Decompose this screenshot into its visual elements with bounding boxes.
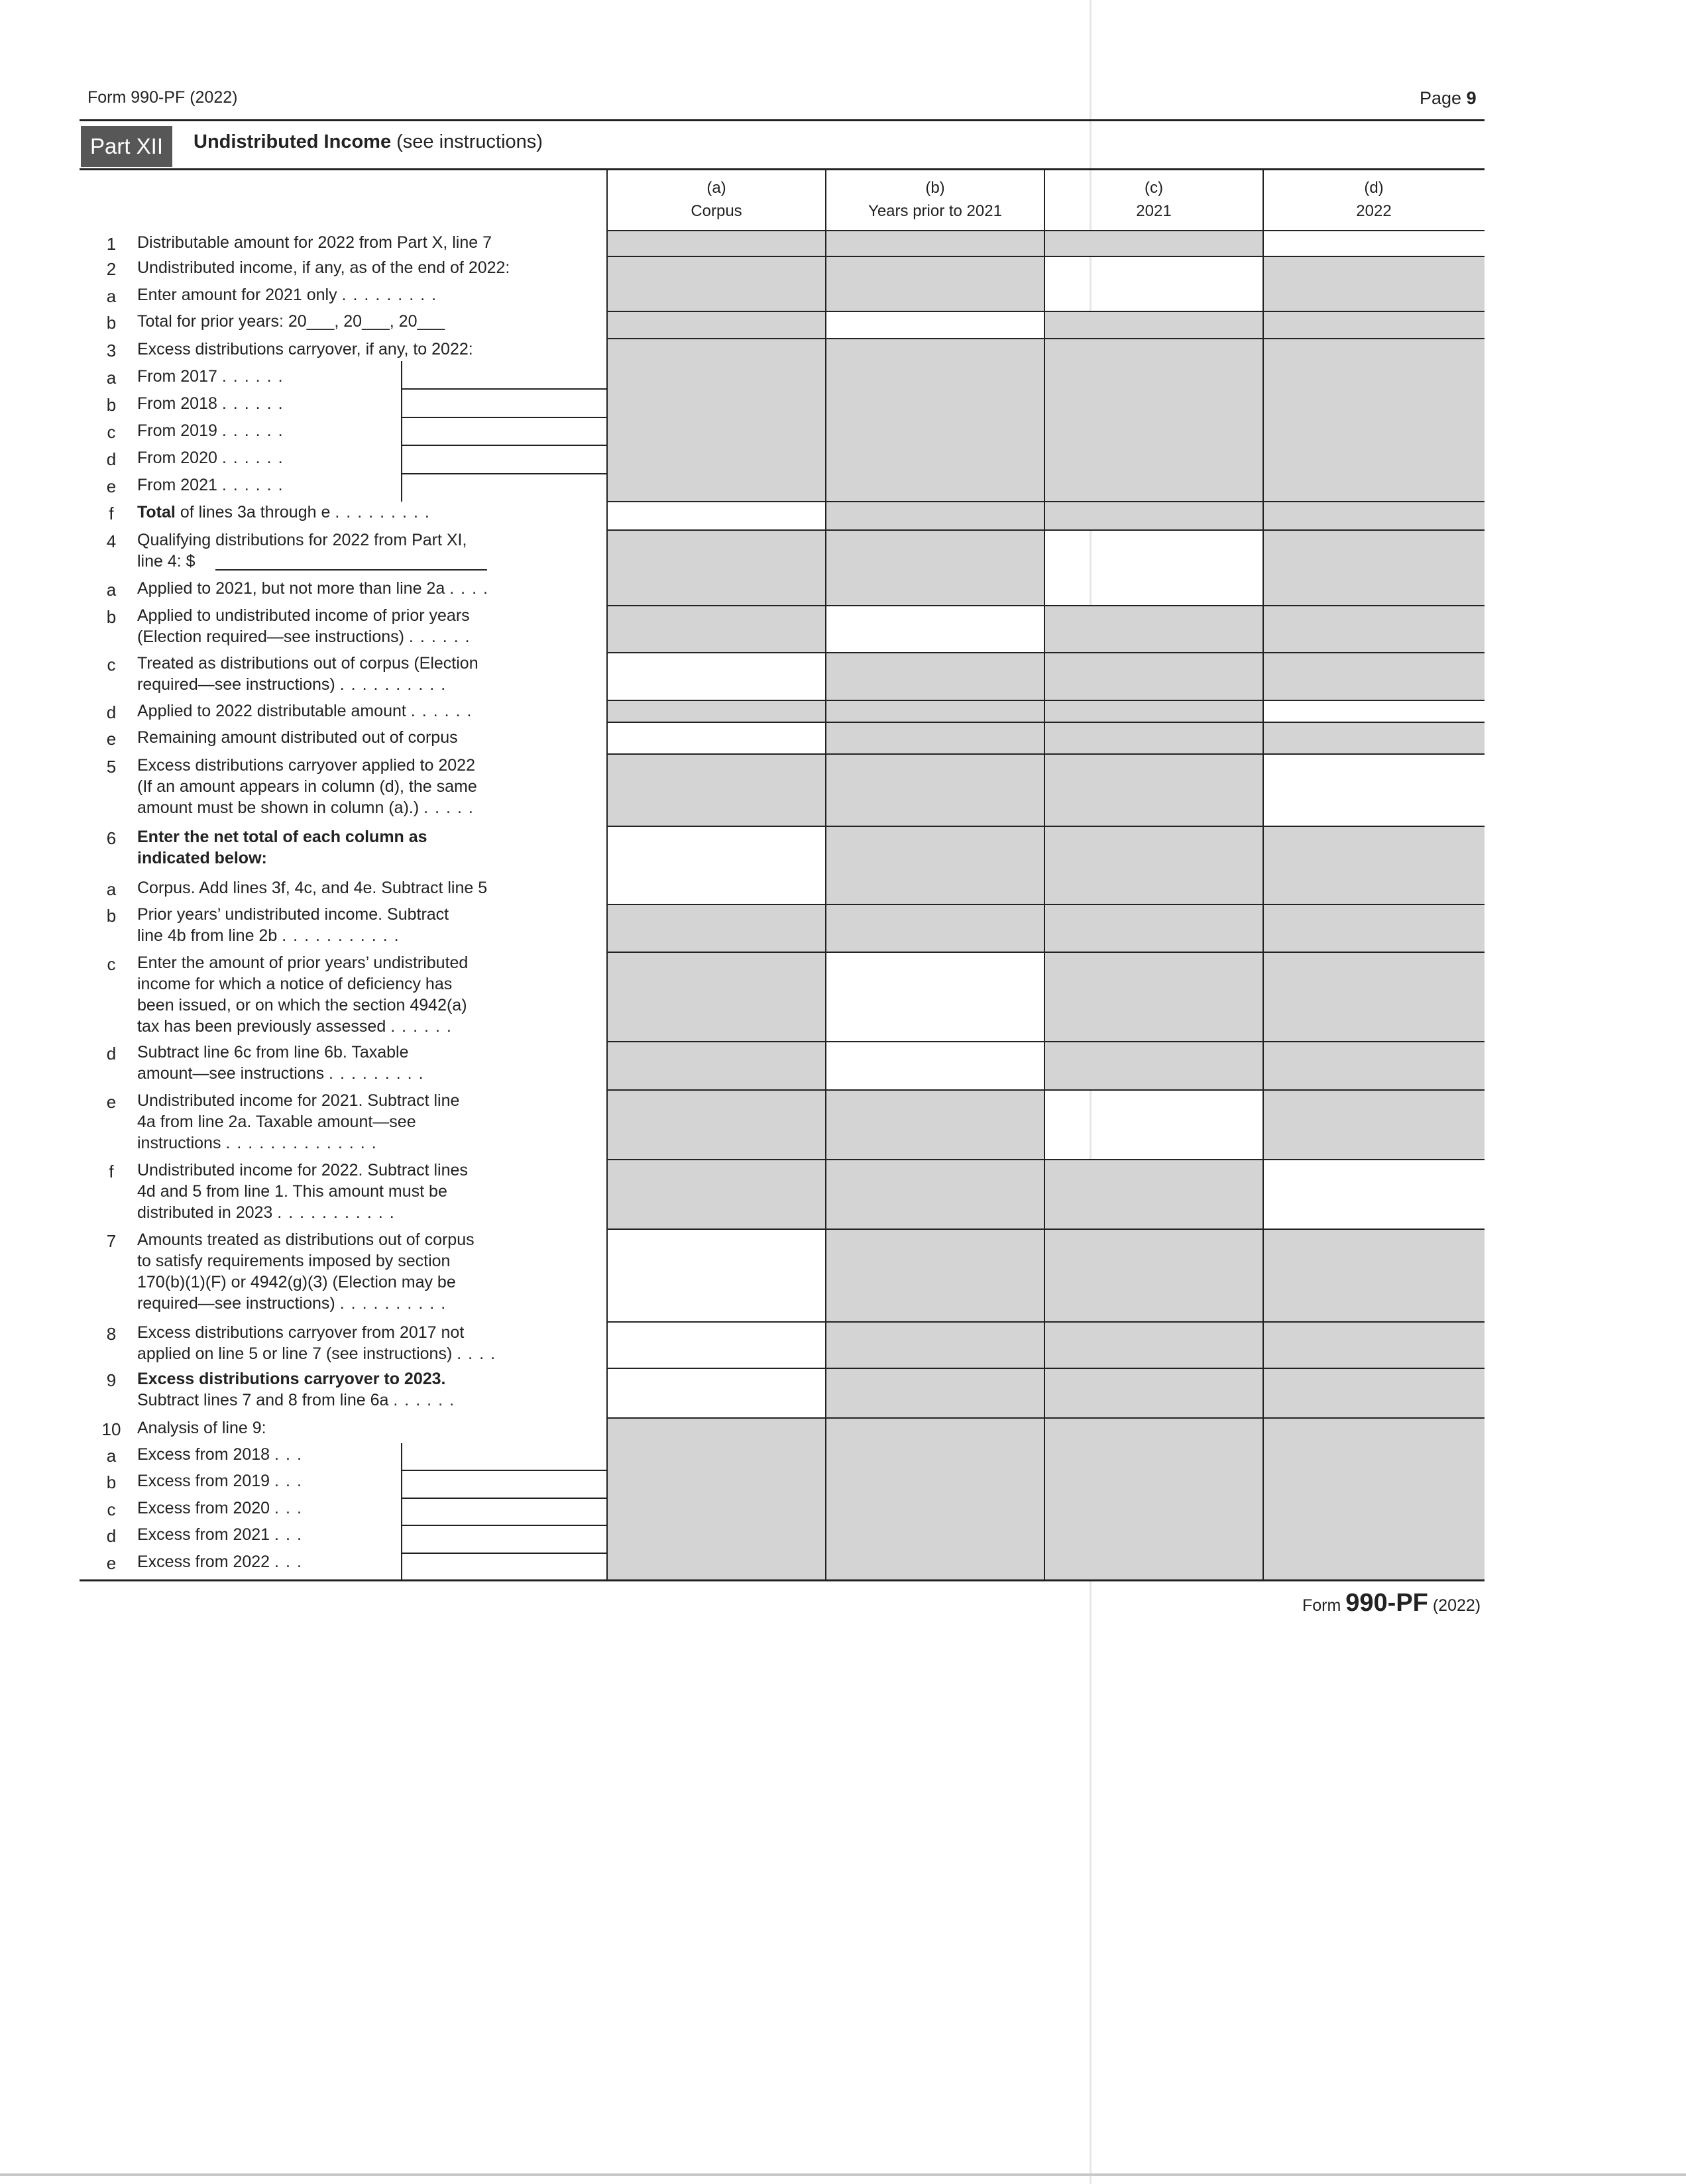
- leader-dots: ..........: [339, 675, 453, 694]
- line-3f-number: f: [109, 504, 114, 523]
- line-10b-number: b: [106, 1472, 117, 1492]
- line-10b-label: Excess from 2019 ...: [137, 1472, 308, 1490]
- line-3c-number: c: [107, 422, 116, 442]
- shaded-cell: [1044, 339, 1263, 502]
- form-footer: Form 990-PF (2022): [1302, 1589, 1481, 1617]
- line-3d-label: From 2020 ......: [137, 449, 290, 467]
- line-6f-label: Undistributed income for 2022. Subtract lines 4d and 5 from line 1. This amount must be distributed in 2023 ...........: [137, 1161, 468, 1222]
- leader-dots: ......: [221, 367, 290, 386]
- shaded-cell: [826, 754, 1044, 826]
- shaded-cell: [1044, 1042, 1263, 1090]
- line-6a-number: a: [106, 879, 117, 899]
- shaded-cell: [1044, 700, 1263, 722]
- shaded-cell: [607, 311, 826, 339]
- line-4e-label: Remaining amount distributed out of corpus: [137, 728, 458, 747]
- shaded-cell: [826, 722, 1044, 754]
- line-4c-number: c: [107, 655, 116, 675]
- line-10e-label: Excess from 2022 ...: [137, 1553, 308, 1571]
- line-3d-number: d: [106, 449, 117, 469]
- shaded-cell: [607, 1160, 826, 1229]
- leader-dots: ..........: [339, 1294, 453, 1313]
- shaded-cell: [1263, 530, 1485, 606]
- column-d-letter: (d): [1364, 179, 1384, 197]
- shaded-cell: [1263, 339, 1485, 502]
- line-4d-number: d: [106, 702, 117, 722]
- line-6c-label: Enter the amount of prior years’ undistributed income for which a notice of deficiency has been issued, or on which the section 4942(a) tax has been previously assessed ......: [137, 954, 469, 1036]
- line-4e-number: e: [106, 729, 117, 749]
- leader-dots: ..............: [225, 1134, 383, 1152]
- line-10d-number: d: [106, 1526, 117, 1546]
- line-3b-number: b: [106, 395, 117, 415]
- shaded-cell: [1263, 502, 1485, 530]
- leader-dots: ...: [274, 1445, 308, 1464]
- shaded-cell: [1263, 904, 1485, 952]
- line-9-label: Excess distributions carryover to 2023. Subtract lines 7 and 8 from line 6a ......: [137, 1370, 461, 1409]
- shaded-cell: [1263, 653, 1485, 700]
- line-3-number: 3: [106, 341, 117, 360]
- line-3f-label: Total of lines 3a through e .........: [137, 503, 436, 521]
- shaded-cell: [1263, 1229, 1485, 1322]
- shaded-cell: [1263, 1322, 1485, 1368]
- shaded-cell: [826, 1229, 1044, 1322]
- line-6f-number: f: [109, 1162, 114, 1181]
- line-6b-number: b: [106, 906, 117, 926]
- leader-dots: ......: [221, 394, 290, 413]
- shaded-cell: [1263, 1368, 1485, 1418]
- shaded-cell: [607, 700, 826, 722]
- line-6d-label: Subtract line 6c from line 6b. Taxable amount—see instructions .........: [137, 1043, 430, 1083]
- shaded-cell: [1263, 722, 1485, 754]
- part-title: Undistributed Income (see instructions): [194, 131, 543, 152]
- line-2b-label: Total for prior years: 20___, 20___, 20___: [137, 312, 445, 331]
- line-2-number: 2: [106, 259, 117, 279]
- shaded-cell: [1044, 952, 1263, 1042]
- shaded-cell: [1044, 754, 1263, 826]
- leader-dots: ...........: [277, 1203, 401, 1222]
- line-6-number: 6: [106, 828, 117, 848]
- shaded-cell: [1044, 722, 1263, 754]
- shaded-cell: [607, 1418, 826, 1580]
- shaded-cell: [826, 826, 1044, 904]
- column-b-letter: (b): [925, 179, 945, 197]
- line-3a-number: a: [106, 368, 117, 388]
- line-10a-number: a: [106, 1446, 117, 1466]
- line-6a-label: Corpus. Add lines 3f, 4c, and 4e. Subtract line 5: [137, 879, 488, 897]
- leader-dots: ......: [390, 1017, 458, 1036]
- shaded-cell: [607, 530, 826, 606]
- line-7-label: Amounts treated as distributions out of corpus to satisfy requirements imposed by section 170(b)(1)(F) or 4942(g)(3) (Election may be required—see instructions) ..........: [137, 1230, 475, 1313]
- shaded-cell: [607, 256, 826, 311]
- line-3e-label: From 2021 ......: [137, 476, 290, 494]
- column-a-letter: (a): [706, 179, 726, 197]
- line-1-label: Distributable amount for 2022 from Part X, line 7: [137, 233, 492, 252]
- line-8-label: Excess distributions carryover from 2017 not applied on line 5 or line 7 (see instructions) ....: [137, 1323, 502, 1363]
- line-6e-label: Undistributed income for 2021. Subtract line 4a from line 2a. Taxable amount—see instructions ..............: [137, 1091, 460, 1152]
- shaded-cell: [1044, 311, 1263, 339]
- shaded-cell: [826, 1090, 1044, 1160]
- column-d-label: 2022: [1356, 202, 1392, 220]
- line-9-number: 9: [106, 1370, 117, 1390]
- shaded-cell: [826, 1418, 1044, 1580]
- shaded-cell: [1263, 952, 1485, 1042]
- line-3-label: Excess distributions carryover, if any, to 2022:: [137, 340, 473, 358]
- shaded-cell: [1044, 502, 1263, 530]
- shaded-cell: [826, 1322, 1044, 1368]
- line-10-label: Analysis of line 9:: [137, 1419, 266, 1437]
- line-4a-number: a: [106, 580, 117, 600]
- line-2a-number: a: [106, 286, 117, 306]
- shaded-cell: [1044, 231, 1263, 256]
- leader-dots: .........: [341, 286, 443, 304]
- leader-dots: ...: [274, 1499, 308, 1517]
- column-b-label: Years prior to 2021: [868, 202, 1002, 220]
- line-4c-label: Treated as distributions out of corpus (Election required—see instructions) ..........: [137, 654, 478, 694]
- leader-dots: ......: [221, 476, 290, 494]
- leader-dots: ....: [449, 579, 494, 598]
- line-5-label: Excess distributions carryover applied to 2022 (If an amount appears in column (d), the same amount must be shown in column (a).) .....: [137, 756, 480, 817]
- line-8-number: 8: [106, 1324, 117, 1344]
- shaded-cell: [826, 700, 1044, 722]
- shaded-cell: [1263, 826, 1485, 904]
- leader-dots: .....: [423, 798, 480, 817]
- shaded-cell: [826, 256, 1044, 311]
- shaded-cell: [1044, 1368, 1263, 1418]
- shaded-cell: [1044, 653, 1263, 700]
- shaded-cell: [826, 904, 1044, 952]
- shaded-cell: [1044, 606, 1263, 653]
- line-4b-label: Applied to undistributed income of prior years (Election required—see instructions) ......: [137, 606, 477, 646]
- shaded-cell: [826, 653, 1044, 700]
- shaded-cell: [607, 231, 826, 256]
- line-2-label: Undistributed income, if any, as of the end of 2022:: [137, 258, 510, 277]
- line-10e-number: e: [106, 1553, 117, 1573]
- shaded-cell: [826, 231, 1044, 256]
- shaded-cell: [1044, 1418, 1263, 1580]
- line-1-number: 1: [106, 234, 117, 254]
- column-a-label: Corpus: [691, 202, 742, 220]
- leader-dots: ......: [221, 449, 290, 467]
- line-10c-number: c: [107, 1500, 116, 1519]
- shaded-cell: [826, 502, 1044, 530]
- line-6d-number: d: [106, 1044, 117, 1064]
- line-6c-number: c: [107, 954, 116, 974]
- line-3a-label: From 2017 ......: [137, 367, 290, 386]
- leader-dots: ...: [274, 1472, 308, 1490]
- shaded-cell: [1044, 904, 1263, 952]
- line-6e-number: e: [106, 1092, 117, 1112]
- leader-dots: ...: [274, 1525, 308, 1544]
- leader-dots: ...........: [282, 926, 406, 945]
- line-5-number: 5: [106, 757, 117, 777]
- line-4a-label: Applied to 2021, but not more than line 2a ....: [137, 579, 494, 598]
- part-badge: Part XII: [81, 126, 172, 167]
- column-c-letter: (c): [1145, 179, 1163, 197]
- leader-dots: .........: [335, 503, 436, 521]
- line-10-number: 10: [101, 1419, 121, 1439]
- shaded-cell: [1044, 826, 1263, 904]
- line-6b-label: Prior years’ undistributed income. Subtract line 4b from line 2b ...........: [137, 905, 449, 945]
- line-3b-label: From 2018 ......: [137, 394, 290, 413]
- shaded-cell: [607, 1042, 826, 1090]
- leader-dots: ....: [457, 1344, 502, 1363]
- shaded-cell: [607, 952, 826, 1042]
- line-2a-label: Enter amount for 2021 only .........: [137, 286, 443, 304]
- shaded-cell: [1044, 1160, 1263, 1229]
- shaded-cell: [1263, 1418, 1485, 1580]
- leader-dots: ......: [221, 421, 290, 440]
- line-4-number: 4: [106, 531, 117, 551]
- line-10c-label: Excess from 2020 ...: [137, 1499, 308, 1517]
- line-10a-label: Excess from 2018 ...: [137, 1445, 308, 1464]
- shaded-cell: [1044, 1322, 1263, 1368]
- shaded-cell: [1263, 1042, 1485, 1090]
- shaded-cell: [607, 754, 826, 826]
- line-6-label: Enter the net total of each column as indicated below:: [137, 828, 427, 867]
- leader-dots: ......: [410, 702, 478, 720]
- line-2b-number: b: [106, 313, 117, 333]
- line-4b-number: b: [106, 607, 117, 627]
- shaded-cell: [826, 530, 1044, 606]
- leader-dots: ...: [274, 1553, 308, 1571]
- line-3e-number: e: [106, 476, 117, 496]
- shaded-cell: [607, 904, 826, 952]
- page-number: Page 9: [1420, 88, 1477, 108]
- line-7-number: 7: [106, 1231, 117, 1251]
- shaded-cell: [1263, 256, 1485, 311]
- line-4d-label: Applied to 2022 distributable amount ......: [137, 702, 478, 720]
- shaded-cell: [1263, 1090, 1485, 1160]
- shaded-cell: [1044, 1229, 1263, 1322]
- shaded-cell: [607, 606, 826, 653]
- line-4-label: Qualifying distributions for 2022 from Part XI, line 4: $: [137, 531, 467, 571]
- shaded-cell: [607, 1090, 826, 1160]
- leader-dots: .........: [329, 1064, 430, 1083]
- leader-dots: ......: [408, 628, 477, 646]
- leader-dots: ......: [393, 1391, 461, 1409]
- shaded-cell: [826, 339, 1044, 502]
- shaded-cell: [607, 339, 826, 502]
- form-identifier: Form 990-PF (2022): [87, 88, 238, 107]
- shaded-cell: [826, 1368, 1044, 1418]
- shaded-cell: [1263, 311, 1485, 339]
- shaded-cell: [1263, 606, 1485, 653]
- line-10d-label: Excess from 2021 ...: [137, 1525, 308, 1544]
- line-3c-label: From 2019 ......: [137, 421, 290, 440]
- column-c-label: 2021: [1136, 202, 1172, 220]
- shaded-cell: [826, 1160, 1044, 1229]
